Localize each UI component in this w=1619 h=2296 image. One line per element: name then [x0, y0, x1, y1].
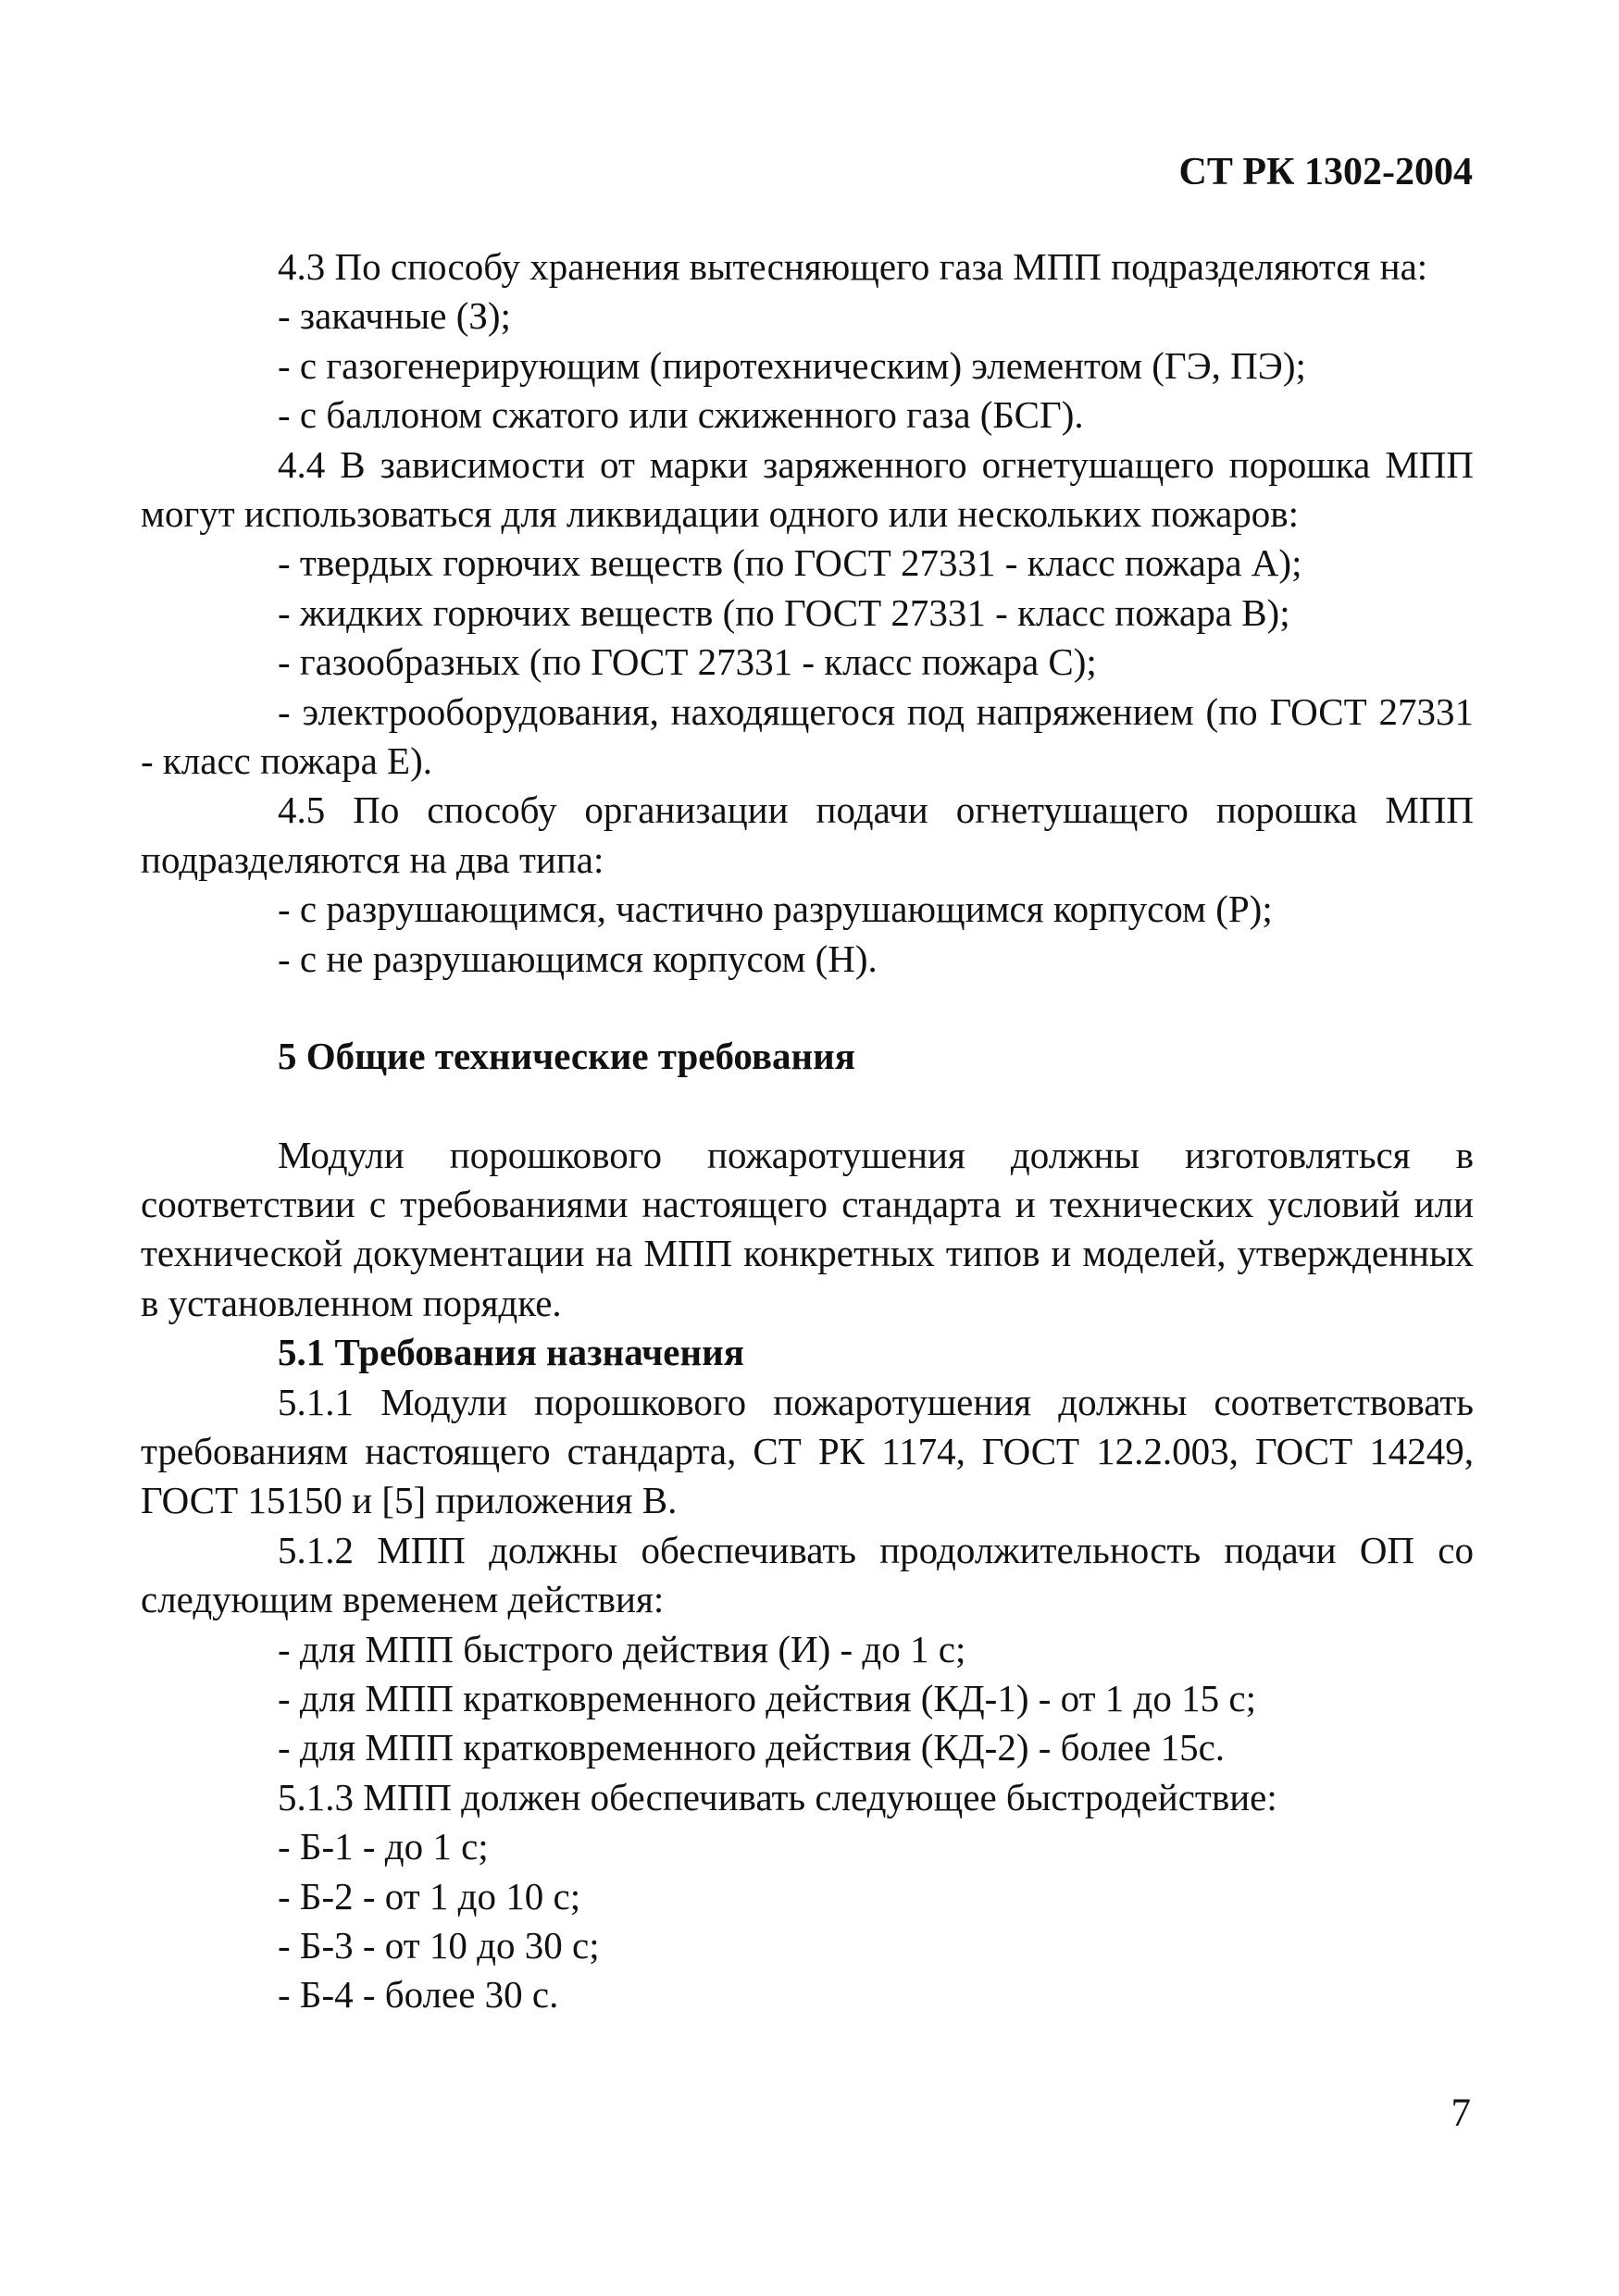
list-item: - Б-2 - от 1 до 10 с;: [278, 1874, 581, 1917]
page-number: 7: [1451, 2091, 1471, 2135]
paragraph-4-4: 4.4 В зависимости от марки заряженного огнетушащего порошка МПП могут использоваться для ликвидации одного или нескольких пожаров:: [141, 442, 1474, 536]
section-spacer: [141, 984, 1474, 1032]
paragraph-4-5: 4.5 По способу организации подачи огнетушащего порошка МПП подразделяются на два типа:: [141, 788, 1474, 881]
list-item: - закачные (З);: [278, 294, 511, 338]
paragraph-5-1-2: 5.1.2 МПП должны обеспечивать продолжительность подачи ОП со следующим временем действия:: [141, 1528, 1474, 1621]
list-item: - Б-1 - до 1 с;: [278, 1825, 489, 1868]
list-item: - электрооборудования, находящегося под напряжением (по ГОСТ 27331 - класс пожара Е).: [141, 689, 1474, 783]
list-item: - для МПП кратковременного действия (КД-2) - более 15с.: [278, 1726, 1226, 1769]
paragraph-4-3: 4.3 По способу хранения вытесняющего газа МПП подразделяются на:: [278, 245, 1428, 288]
list-item: - жидких горючих веществ (по ГОСТ 27331 - класс пожара В);: [278, 590, 1290, 634]
section-5-heading: 5 Общие технические требования: [278, 1035, 855, 1078]
list-item: - с баллоном сжатого или сжиженного газа (БСГ).: [278, 393, 1084, 437]
section-spacer: [141, 1082, 1474, 1131]
list-item: - с газогенерирующим (пиротехническим) элементом (ГЭ, ПЭ);: [278, 343, 1306, 387]
list-item: - с не разрушающимся корпусом (Н).: [278, 937, 878, 980]
paragraph-5-1-3: 5.1.3 МПП должен обеспечивать следующее быстродействие:: [278, 1775, 1277, 1818]
subsection-5-1-heading: 5.1 Требования назначения: [278, 1331, 744, 1374]
list-item: - с разрушающимся, частично разрушающимся корпусом (Р);: [278, 887, 1273, 931]
list-item: - для МПП быстрого действия (И) - до 1 с;: [278, 1627, 966, 1670]
list-item: - Б-3 - от 10 до 30 с;: [278, 1924, 600, 1967]
list-item: - газообразных (по ГОСТ 27331 - класс пожара С);: [278, 640, 1097, 684]
document-code-header: СТ РК 1302-2004: [1178, 151, 1473, 193]
section-5-intro: Модули порошкового пожаротушения должны изготовляться в соответствии с требованиями настоящего стандарта и технических условий или технической документации на МПП конкретных типов и моделей, утвержденных в установленном порядке.: [141, 1133, 1474, 1324]
list-item: - Б-4 - более 30 с.: [278, 1973, 559, 2017]
paragraph-5-1-1: 5.1.1 Модули порошкового пожаротушения должны соответствовать требованиям настоящего стандарта, СТ РК 1174, ГОСТ 12.2.003, ГОСТ 14249, ГОСТ 15150 и [5] приложения В.: [141, 1380, 1474, 1522]
page-body: [141, 242, 1474, 2020]
list-item: - твердых горючих веществ (по ГОСТ 27331 - класс пожара А);: [278, 541, 1302, 585]
list-item: - для МПП кратковременного действия (КД-1) - от 1 до 15 с;: [278, 1676, 1256, 1719]
